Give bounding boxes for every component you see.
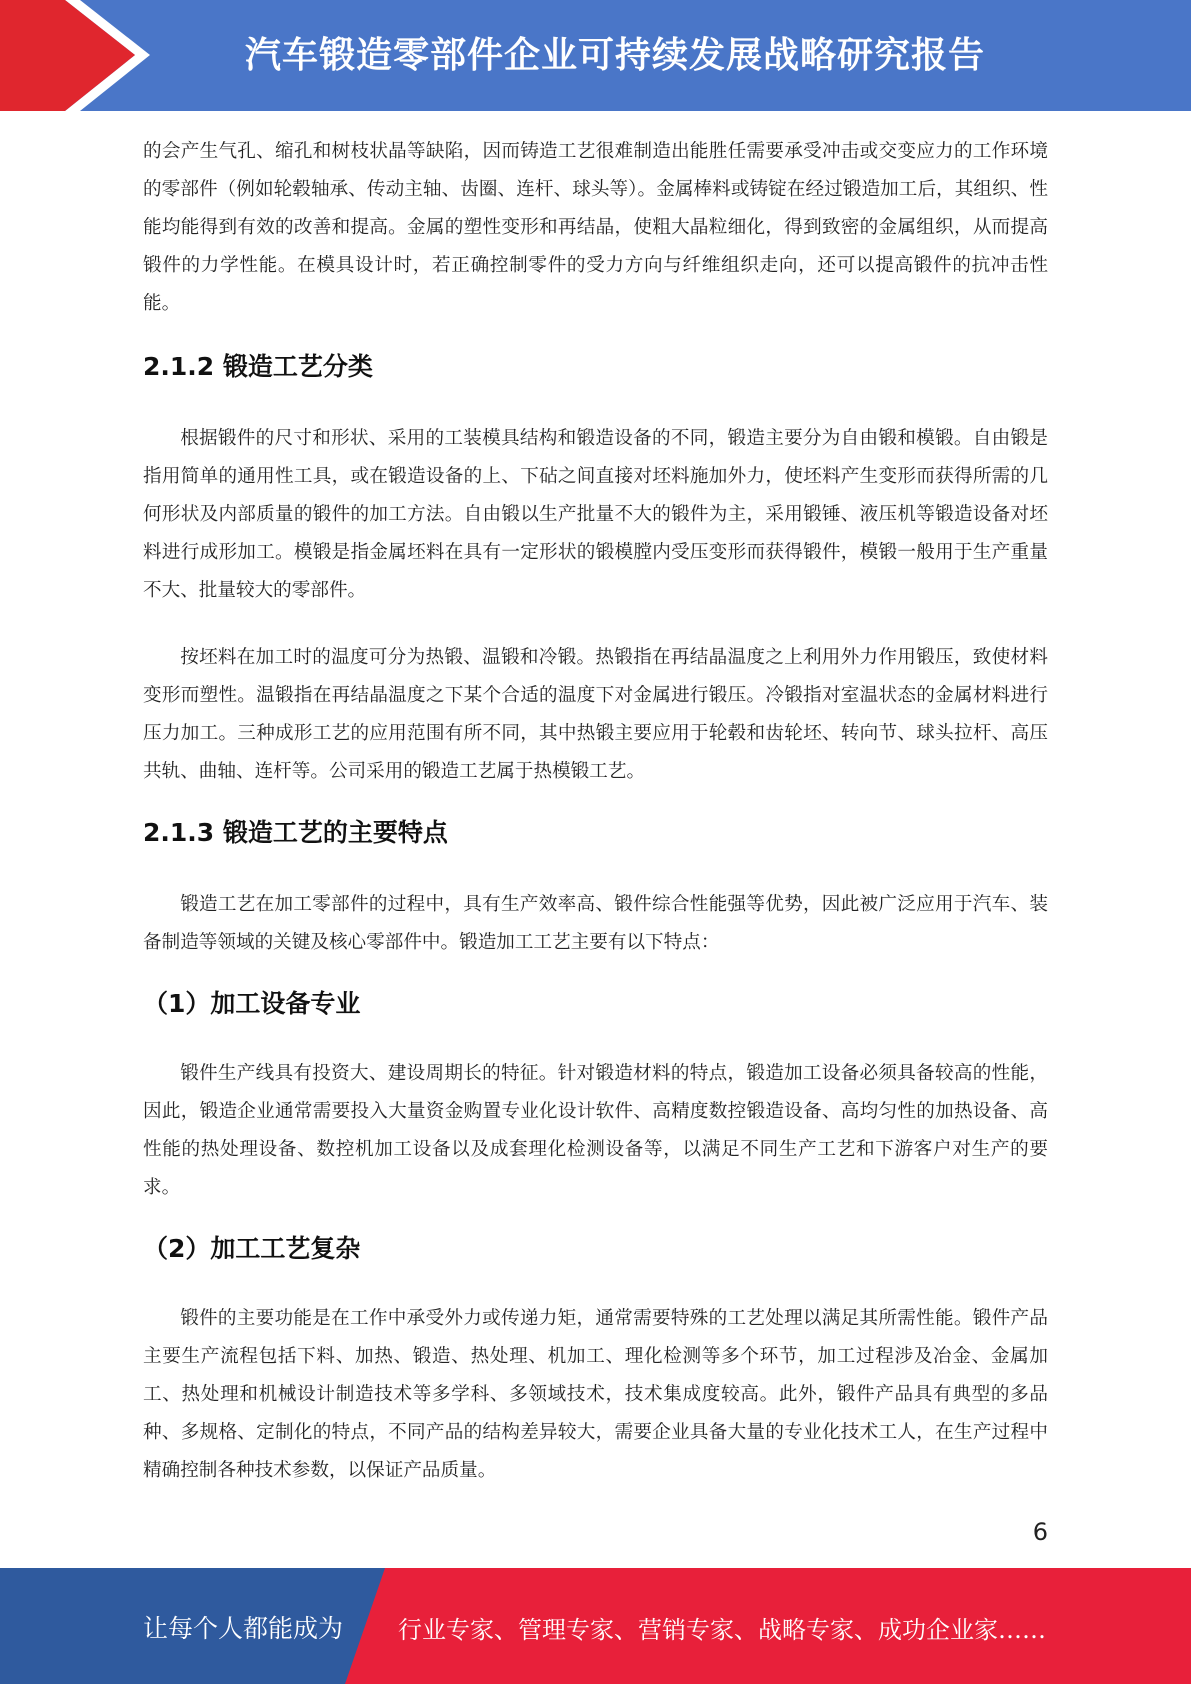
subsection-heading-2: （2）加工工艺复杂 xyxy=(143,1234,361,1263)
body-paragraph: 锻造工艺在加工零部件的过程中，具有生产效率高、锻件综合性能强等优势，因此被广泛应用于汽车、装备制造等领域的关键及核心零部件中。锻造加工工艺主要有以下特点： xyxy=(143,894,1048,953)
body-paragraph: 按坯料在加工时的温度可分为热锻、温锻和冷锻。热锻指在再结晶温度之上利用外力作用锻压，致使材料变形而塑性。温锻指在再结晶温度之下某个合适的温度下对金属进行锻压。冷锻指对室温状态的金属材料进行压力加工。三种成形工艺的应用范围有所不同，其中热锻主要应用于轮毂和齿轮坯、转向节、球头拉杆、高压共轨、曲轴、连杆等。公司采用的锻造工艺属于热模锻工艺。 xyxy=(143,647,1048,782)
section-heading-2-1-2: 2.1.2 锻造工艺分类 xyxy=(143,352,373,381)
body-paragraph: 根据锻件的尺寸和形状、采用的工装模具结构和锻造设备的不同，锻造主要分为自由锻和模锻。自由锻是指用简单的通用性工具，或在锻造设备的上、下砧之间直接对坯料施加外力，使坯料产生变形而获得所需的几何形状及内部质量的锻件的加工方法。自由锻以生产批量不大的锻件为主，采用锻锤、液压机等锻造设备对坯料进行成形加工。模锻是指金属坯料在具有一定形状的锻模膛内受压变形而获得锻件，模锻一般用于生产重量不大、批量较大的零部件。 xyxy=(143,428,1048,601)
page-footer xyxy=(0,1568,1191,1684)
body-paragraph: 的会产生气孔、缩孔和树枝状晶等缺陷，因而铸造工艺很难制造出能胜任需要承受冲击或交变应力的工作环境的零部件（例如轮毂轴承、传动主轴、齿圈、连杆、球头等）。金属棒料或铸锭在经过锻造加工后，其组织、性能均能得到有效的改善和提高。金属的塑性变形和再结晶，使粗大晶粒细化，得到致密的金属组织，从而提高锻件的力学性能。在模具设计时，若正确控制零件的受力方向与纤维组织走向，还可以提高锻件的抗冲击性能。 xyxy=(143,141,1048,314)
footer-slogan-right: 行业专家、管理专家、营销专家、战略专家、成功企业家…… xyxy=(398,1616,1046,1644)
footer-slogan-left: 让每个人都能成为 xyxy=(143,1614,344,1643)
page-header xyxy=(0,0,1191,111)
section-heading-2-1-3: 2.1.3 锻造工艺的主要特点 xyxy=(143,818,448,847)
subsection-heading-1: （1）加工设备专业 xyxy=(143,989,361,1018)
body-paragraph: 锻件的主要功能是在工作中承受外力或传递力矩，通常需要特殊的工艺处理以满足其所需性能。锻件产品主要生产流程包括下料、加热、锻造、热处理、机加工、理化检测等多个环节，加工过程涉及冶金、金属加工、热处理和机械设计制造技术等多学科、多领域技术，技术集成度较高。此外，锻件产品具有典型的多品种、多规格、定制化的特点，不同产品的结构差异较大，需要企业具备大量的专业化技术工人，在生产过程中精确控制各种技术参数，以保证产品质量。 xyxy=(143,1308,1048,1481)
header-red-chevron xyxy=(0,0,135,111)
page-content xyxy=(143,133,1048,1490)
report-title: 汽车锻造零部件企业可持续发展战略研究报告 xyxy=(245,35,986,76)
body-paragraph: 锻件生产线具有投资大、建设周期长的特征。针对锻造材料的特点，锻造加工设备必须具备较高的性能，因此，锻造企业通常需要投入大量资金购置专业化设计软件、高精度数控锻造设备、高均匀性的加热设备、高性能的热处理设备、数控机加工设备以及成套理化检测设备等，以满足不同生产工艺和下游客户对生产的要求。 xyxy=(143,1063,1048,1198)
page-number: 6 xyxy=(1032,1518,1048,1546)
